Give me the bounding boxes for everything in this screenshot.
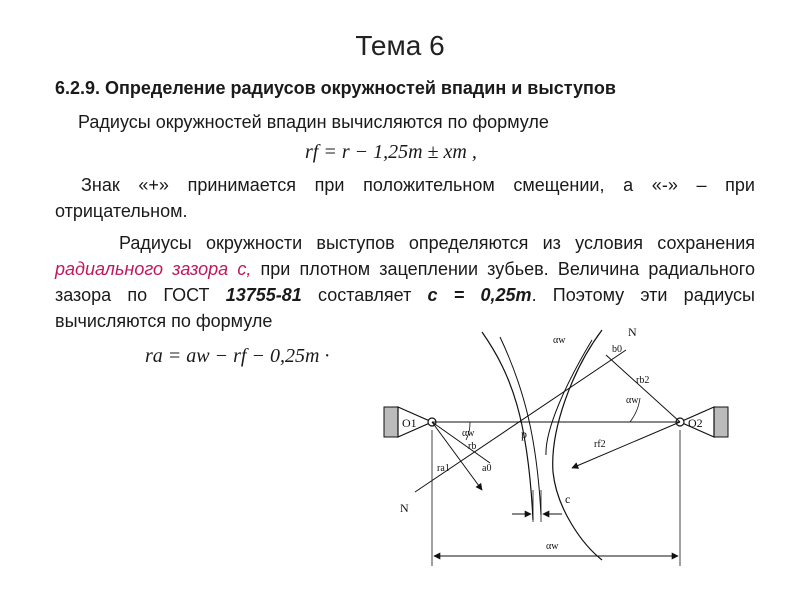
label-clearance-c: c [565, 492, 571, 506]
formula-tip-radius: ra = aw − rf − 0,25m · [145, 345, 330, 367]
tip-radius-text-c: составляет [301, 285, 428, 305]
label-ra1: ra1 [437, 463, 450, 474]
label-b0: b0 [612, 344, 622, 355]
section-heading: 6.2.9. Определение радиусов окружностей впадин и выступов [55, 78, 616, 98]
radius-rf2-line [572, 422, 680, 468]
gear2-base-arc [546, 340, 592, 455]
label-aw-top: αw [553, 335, 566, 346]
radial-clearance-term: радиального зазора с, [55, 259, 252, 279]
tip-radius-text-d: . Поэтому эти радиусы вычисляются по формуле [55, 285, 755, 331]
radius-rb2-line [606, 355, 680, 422]
slide-title: Тема 6 [355, 30, 445, 61]
label-n-bottom: N [400, 501, 409, 515]
gost-number: 13755-81 [225, 285, 302, 305]
gear1-tip-arc [482, 332, 533, 520]
label-a0: a0 [482, 463, 492, 474]
label-aw-bottom: αw [546, 541, 559, 552]
formula-root-radius: rf = r − 1,25m ± xm , [305, 141, 477, 163]
tip-radius-text-b: при плотном зацеплении зубьев. Величина радиального зазора по ГОСТ [55, 259, 755, 305]
radius-ra1-line [432, 422, 482, 490]
label-rb2: rb2 [636, 375, 650, 386]
label-n-top: N [628, 325, 637, 339]
tip-radius-text-a: Радиусы окружности выступов определяются из условия сохранения [119, 233, 755, 253]
label-rf2: rf2 [594, 439, 606, 450]
label-pitch-point: p [521, 427, 527, 441]
gear1-base-arc [500, 337, 541, 515]
paragraph-dedendum-intro: Радиусы окружностей впадин вычисляются по формуле [78, 112, 549, 132]
left-wall-hatch [384, 407, 398, 437]
sign-rule-text: Знак «+» принимается при положительном смещении, а «-» – при отрицательном. [55, 175, 755, 221]
right-wall-hatch [714, 407, 728, 437]
radius-rb1-line [432, 422, 490, 463]
label-rb: rb [468, 441, 477, 452]
label-o1: O1 [402, 416, 417, 430]
label-aw-right: αw [626, 395, 639, 406]
clearance-value: с = 0,25m [427, 285, 532, 305]
label-aw-left: αw [462, 428, 475, 439]
label-o2: O2 [688, 416, 703, 430]
